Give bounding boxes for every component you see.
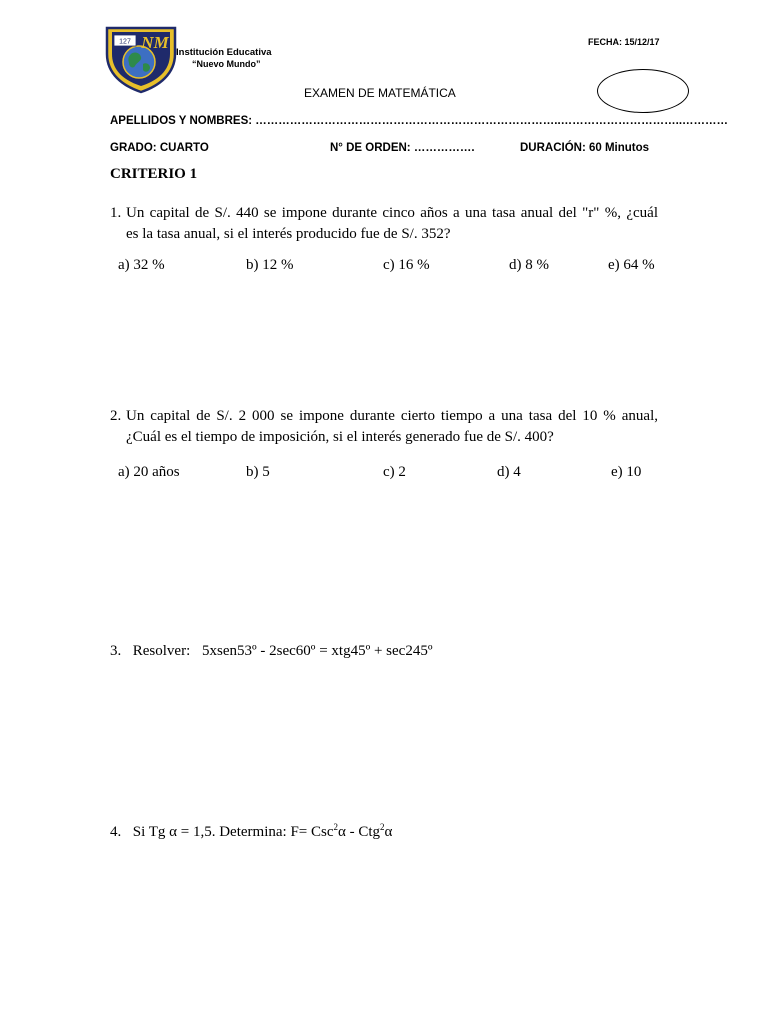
- duration-label: DURACIÓN: 60 Minutos: [520, 142, 650, 154]
- option-a: a) 20 años: [118, 464, 180, 480]
- question-4: [110, 824, 392, 841]
- question-label: Resolver:: [132, 643, 191, 659]
- score-oval: [597, 69, 689, 113]
- question-number: 1.: [110, 205, 122, 221]
- option-c: c) 16 %: [383, 257, 430, 273]
- question-number: 3.: [110, 643, 122, 659]
- exam-date: FECHA: 15/12/17: [588, 37, 660, 47]
- question-text-line: Un capital de S/. 440 se impone durante cinco años a una tasa anual del "r" %, ¿cuál: [126, 205, 658, 221]
- section-heading: CRITERIO 1: [110, 166, 198, 182]
- option-e: e) 64 %: [608, 257, 655, 273]
- order-number-label: N° DE ORDEN: …………….: [330, 142, 475, 154]
- question-3: [110, 643, 190, 660]
- option-b: b) 12 %: [246, 257, 294, 273]
- institution-name: Institución Educativa: [176, 47, 272, 58]
- question-text-line: Un capital de S/. 2 000 se impone durante cierto tiempo a una tasa del 10 % anual,: [126, 408, 658, 424]
- option-d: d) 8 %: [509, 257, 549, 273]
- option-e: e) 10: [611, 464, 642, 480]
- student-name-line: APELLIDOS Y NOMBRES: ……………………………………………………………………..…………………………..…………: [110, 115, 729, 127]
- logo-monogram: NM: [141, 33, 169, 52]
- logo-number: 127: [119, 38, 131, 46]
- question-text-suffix: α: [384, 824, 393, 840]
- question-text-mid: α - Ctg: [338, 824, 381, 840]
- question-text-line: es la tasa anual, si el interés producido fue de S/. 352?: [126, 226, 451, 242]
- option-a: a) 32 %: [118, 257, 165, 273]
- question-text-line: ¿Cuál es el tiempo de imposición, si el interés generado fue de S/. 400?: [126, 429, 554, 445]
- question-equation: 5xsen53º - 2sec60º = xtg45º + sec245º: [202, 643, 433, 659]
- grade-label: GRADO: CUARTO: [110, 142, 209, 154]
- question-text-prefix: Si Tg α = 1,5. Determina: F= Csc: [132, 824, 334, 840]
- question-number: 2.: [110, 408, 122, 424]
- option-c: c) 2: [383, 464, 406, 480]
- option-b: b) 5: [246, 464, 270, 480]
- option-d: d) 4: [497, 464, 521, 480]
- institution-subtitle: “Nuevo Mundo”: [192, 59, 261, 69]
- exponent: 2: [380, 822, 385, 832]
- exponent: 2: [333, 822, 338, 832]
- question-number: 4.: [110, 824, 122, 840]
- school-logo: [104, 24, 178, 94]
- exam-title: EXAMEN DE MATEMÁTICA: [304, 86, 456, 100]
